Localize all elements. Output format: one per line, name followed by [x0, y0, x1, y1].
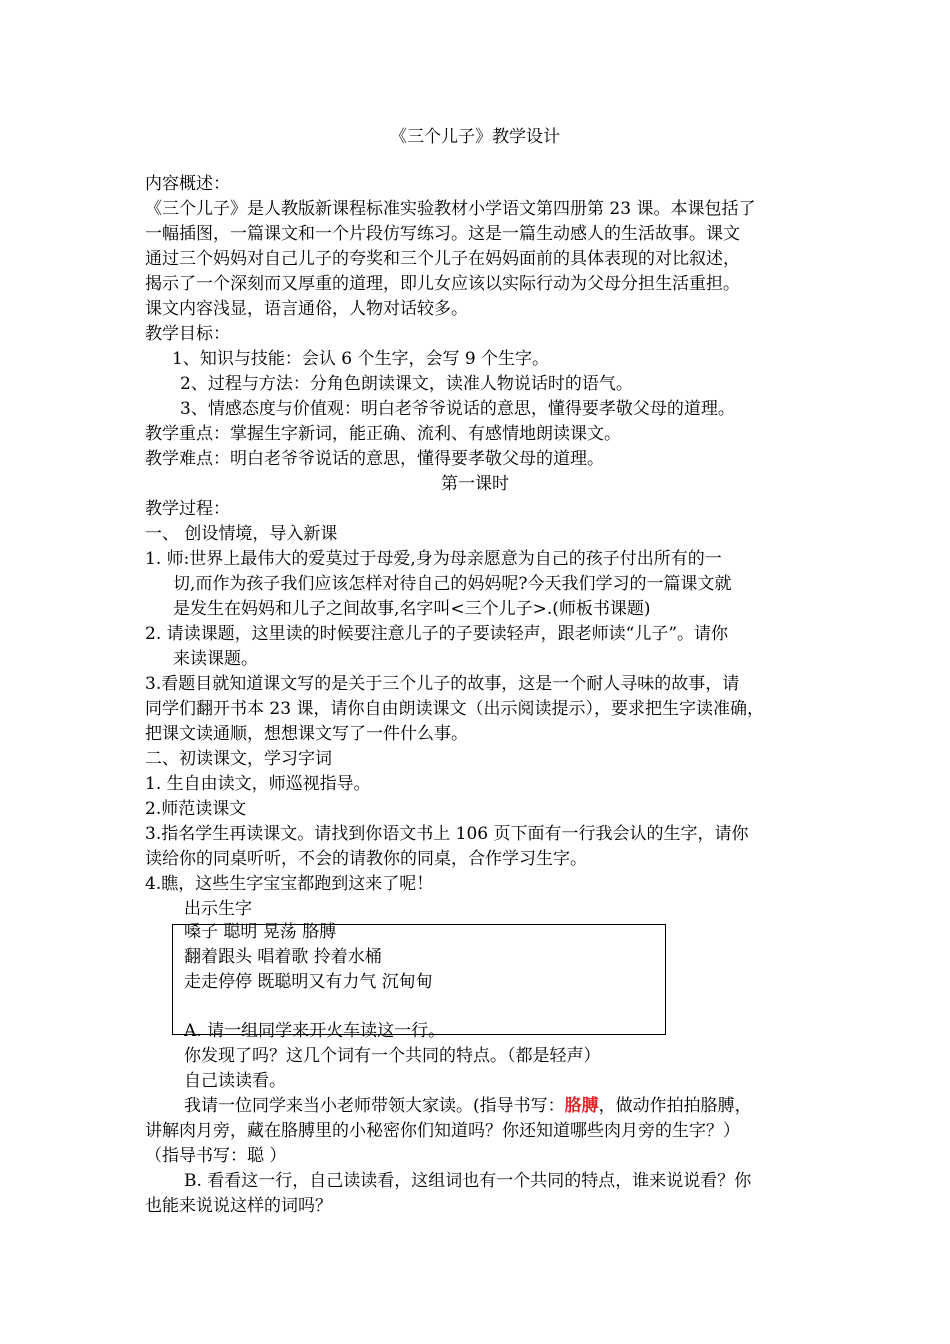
list-item-line: 1. 师:世界上最伟大的爱莫过于母爱,身为母亲愿意为自己的孩子付出所有的一 — [145, 549, 722, 569]
overview-line: 一幅插图，一篇课文和一个片段仿写练习。这是一篇生动感人的生活故事。课文 — [145, 224, 740, 244]
key-point: 教学重点：掌握生字新词，能正确、流利、有感情地朗读课文。 — [145, 424, 621, 444]
list-item-line: 是发生在妈妈和儿子之间故事,名字叫<三个儿子>.(师板书课题) — [173, 599, 651, 619]
vocab-line: 嗓子 聪明 晃荡 胳膊 — [184, 922, 337, 942]
overview-heading: 内容概述： — [145, 174, 230, 194]
overview-line: 《三个儿子》是人教版新课程标准实验教材小学语文第四册第 23 课。本课包括了 — [145, 199, 756, 219]
goal-item: 1、知识与技能：会认 6 个生字，会写 9 个生字。 — [172, 349, 550, 369]
difficulty: 教学难点：明白老爷爷说话的意思，懂得要孝敬父母的道理。 — [145, 449, 604, 469]
list-item-line: 2. 请读课题，这里读的时候要注意儿子的子要读轻声，跟老师读“儿子”。请你 — [145, 624, 729, 644]
process-heading: 教学过程： — [145, 499, 230, 519]
section-heading: 一、 创设情境，导入新课 — [145, 524, 338, 544]
list-item-line: 切,而作为孩子我们应该怎样对待自己的妈妈呢?今天我们学习的一篇课文就 — [173, 574, 732, 594]
part-b: 也能来说说这样的词吗？ — [145, 1196, 332, 1216]
list-item-line: 3.看题目就知道课文写的是关于三个儿子的故事，这是一个耐人寻味的故事，请 — [145, 674, 740, 694]
goal-item: 3、情感态度与价值观：明白老爷爷说话的意思，懂得要孝敬父母的道理。 — [180, 399, 735, 419]
list-item-line: 同学们翻开书本 23 课，请你自由朗读课文（出示阅读提示），要求把生字读准确， — [145, 699, 764, 719]
list-item-line: 3.指名学生再读课文。请找到你语文书上 106 页下面有一行我会认的生字，请你 — [145, 824, 749, 844]
guide-line: （指导书写：聪 ） — [145, 1146, 287, 1166]
guide-prefix: 我请一位同学来当小老师带领大家读。(指导书写： — [184, 1096, 565, 1116]
guide-line: 讲解肉月旁，藏在胳膊里的小秘密你们知道吗？你还知道哪些肉月旁的生字？） — [145, 1121, 740, 1141]
guide-line — [184, 1094, 752, 1119]
list-item-line: 把课文读通顺，想想课文写了一件什么事。 — [145, 724, 468, 744]
overview-line: 揭示了一个深刻而又厚重的道理，即儿女应该以实际行动为父母分担生活重担。 — [145, 274, 740, 294]
goal-item: 2、过程与方法：分角色朗读课文，读准人物说话时的语气。 — [180, 374, 633, 394]
list-item-line: 4.瞧，这些生字宝宝都跑到这来了呢！ — [145, 874, 434, 894]
guide-suffix: ，做动作拍拍胳膊， — [598, 1096, 752, 1116]
vocab-line: 走走停停 既聪明又有力气 沉甸甸 — [184, 972, 433, 992]
goals-heading: 教学目标： — [145, 324, 230, 344]
show-chars-label: 出示生字 — [184, 899, 252, 919]
part-b: B. 看看这一行，自己读读看，这组词也有一个共同的特点，谁来说说看？你 — [184, 1171, 752, 1191]
overview-line: 课文内容浅显，语言通俗，人物对话较多。 — [145, 299, 468, 319]
part-a: A. 请一组同学来开火车读这一行。 — [184, 1021, 446, 1041]
list-item-line: 来读课题。 — [173, 649, 258, 669]
lesson-title: 第一课时 — [441, 474, 509, 494]
list-item-line: 1. 生自由读文，师巡视指导。 — [145, 774, 371, 794]
highlighted-char: 胳膊 — [564, 1096, 599, 1116]
found-line: 你发现了吗？这几个词有一个共同的特点。（都是轻声） — [184, 1046, 601, 1066]
vocab-line: 翻着跟头 唱着歌 拎着水桶 — [184, 947, 382, 967]
section-heading: 二、初读课文，学习字词 — [145, 749, 332, 769]
list-item-line: 读给你的同桌听听，不会的请教你的同桌，合作学习生字。 — [145, 849, 587, 869]
list-item-line: 2.师范读课文 — [145, 799, 247, 819]
overview-line: 通过三个妈妈对自己儿子的夸奖和三个儿子在妈妈面前的具体表现的对比叙述， — [145, 249, 740, 269]
document-title: 《三个儿子》教学设计 — [390, 127, 560, 147]
self-read-line: 自己读读看。 — [184, 1071, 286, 1091]
